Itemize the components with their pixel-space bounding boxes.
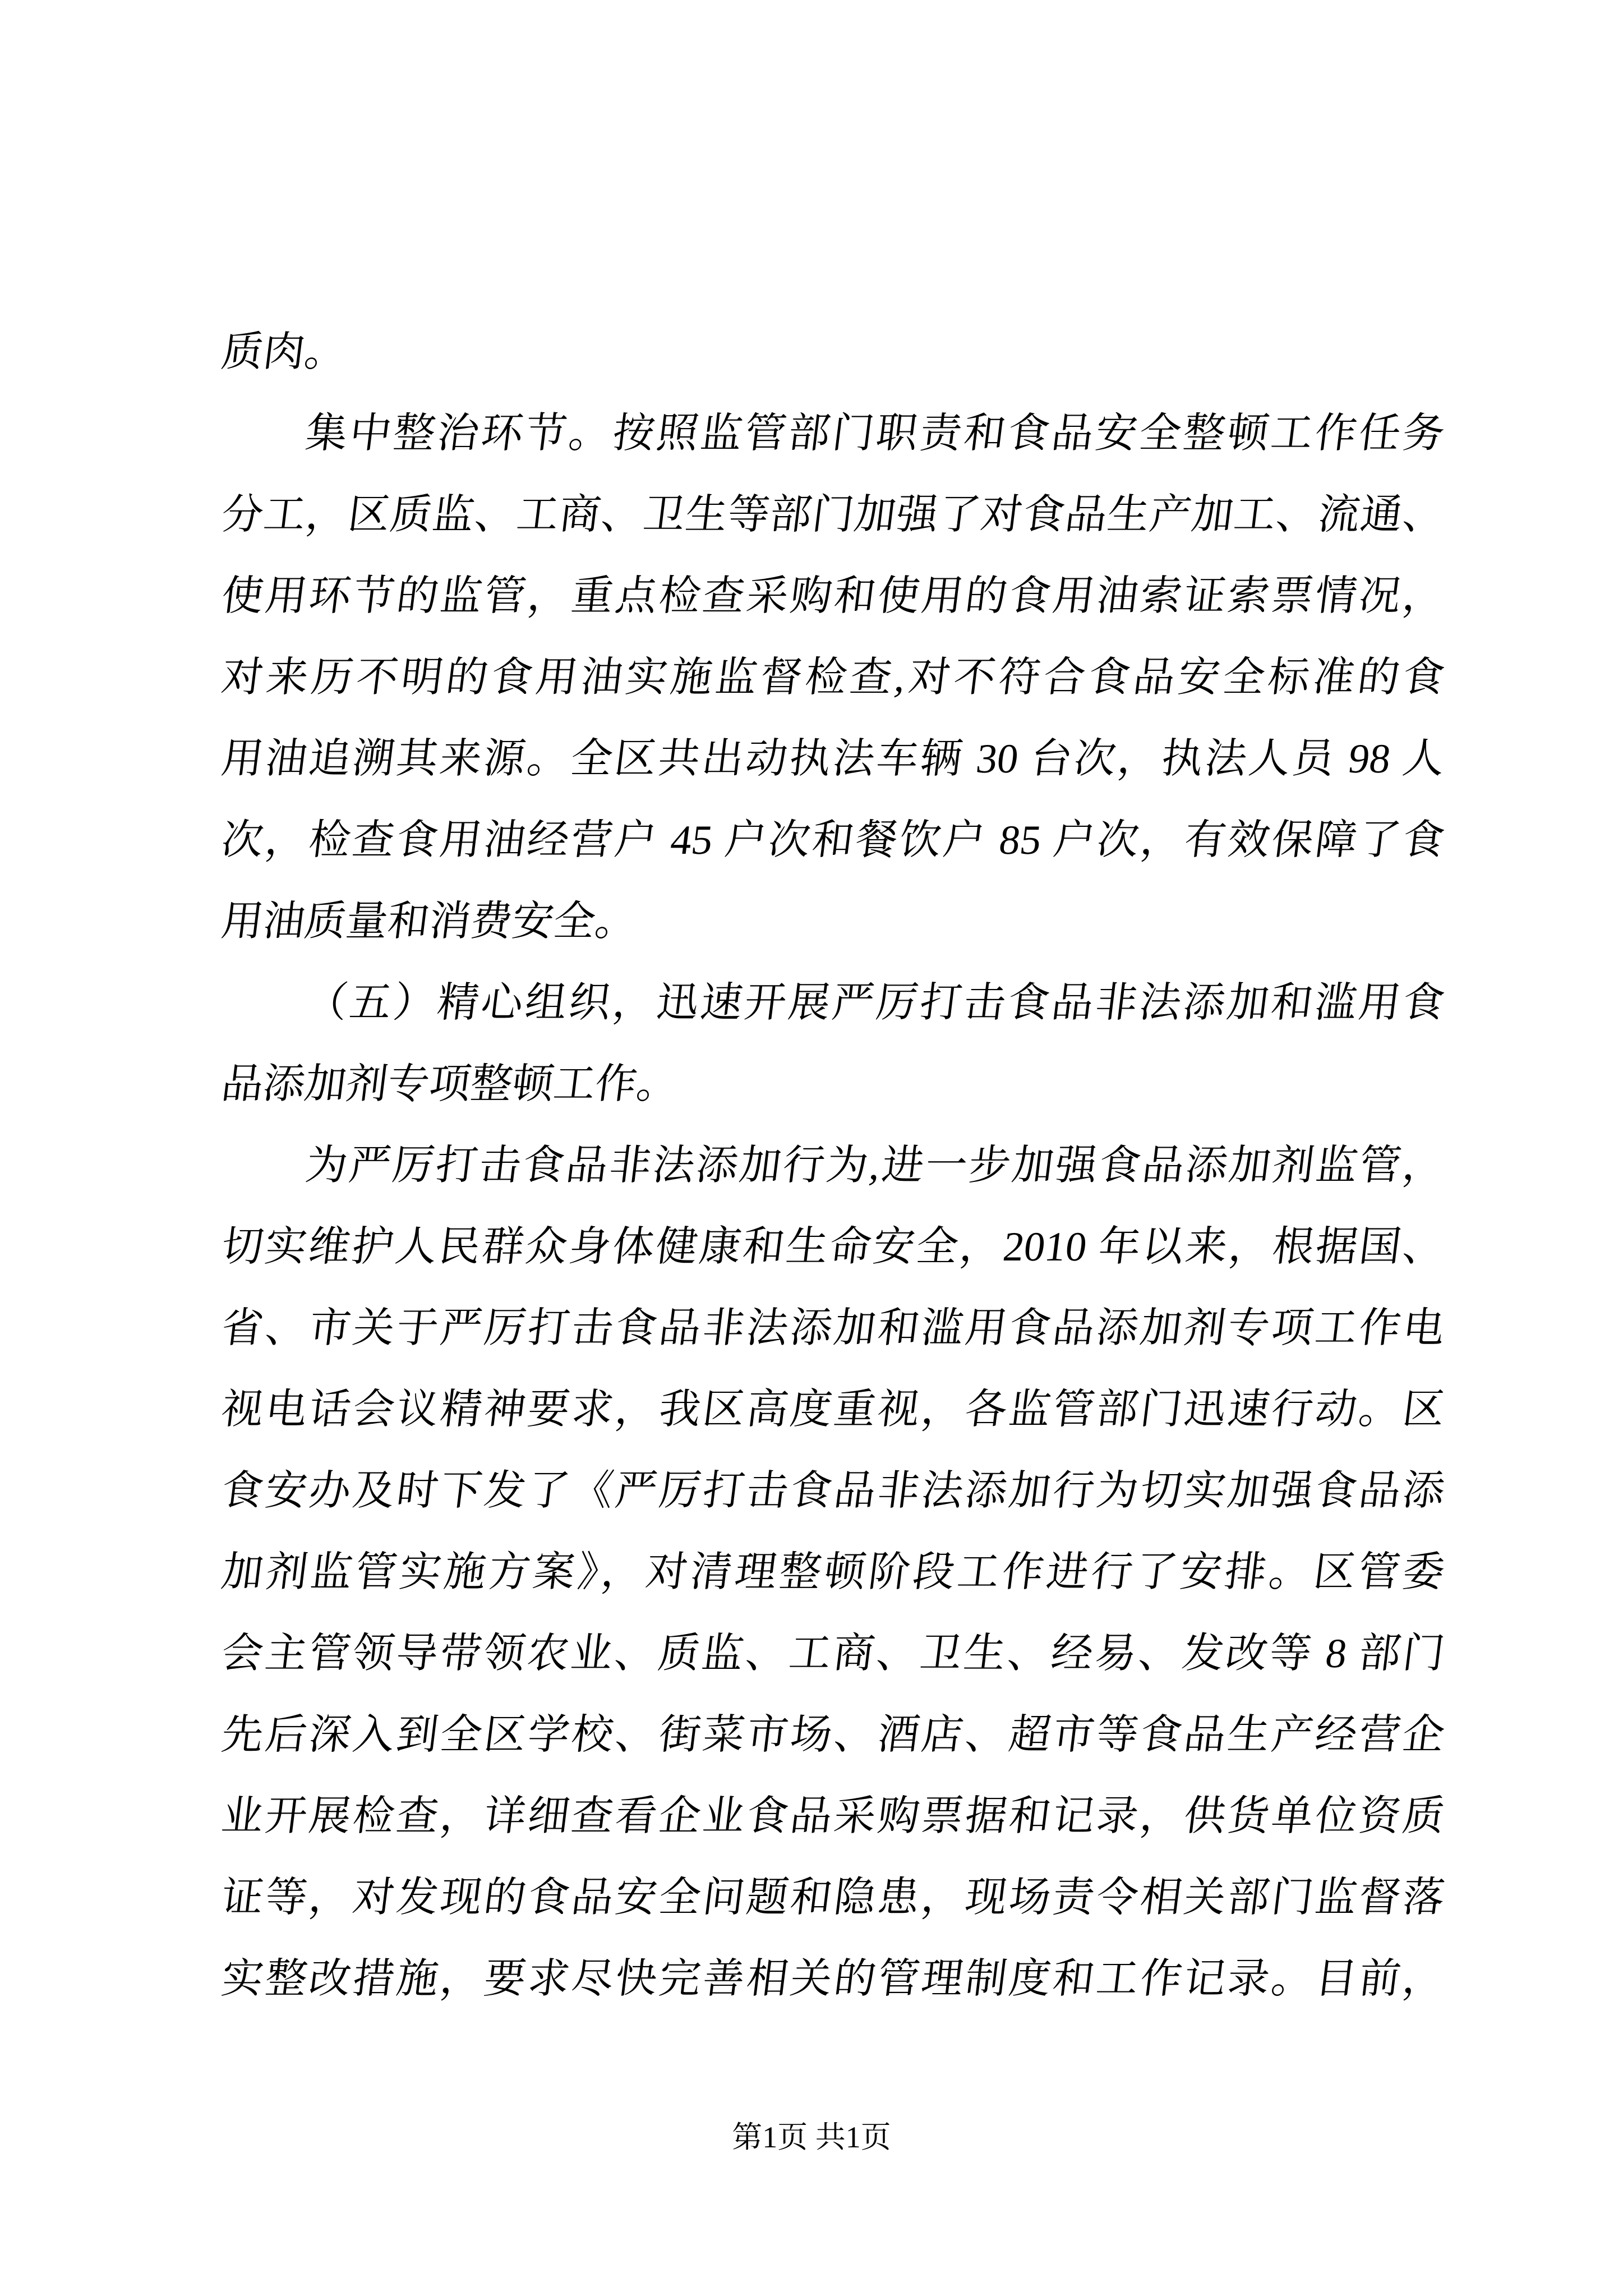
text-line: 切实维护人民群众身体健康和生命安全，2010 年以来，根据国、 — [219, 1224, 1447, 1270]
page-footer — [0, 2119, 1623, 2155]
text-line: 品添加剂专项整顿工作。 — [219, 1061, 681, 1107]
page-number-text: 第1页 共1页 — [732, 2120, 891, 2154]
text-line: 使用环节的监管，重点检查采购和使用的食用油索证索票情况， — [219, 573, 1447, 619]
text-line: 用油质量和消费安全。 — [219, 899, 640, 945]
text-line: 对来历不明的食用油实施监督检查,对不符合食品安全标准的食 — [219, 655, 1447, 701]
text-line: 先后深入到全区学校、街菜市场、酒店、超市等食品生产经营企 — [219, 1712, 1447, 1758]
text-line: （五）精心组织，迅速开展严厉打击食品非法添加和滥用食 — [303, 980, 1447, 1026]
text-line: 业开展检查，详细查看企业食品采购票据和记录，供货单位资质 — [219, 1793, 1447, 1839]
text-line: 省、市关于严厉打击食品非法添加和滥用食品添加剂专项工作电 — [219, 1305, 1447, 1351]
text-line: 次，检查食用油经营户 45 户次和餐饮户 85 户次，有效保障了食 — [219, 817, 1447, 863]
text-line: 证等，对发现的食品安全问题和隐患，现场责令相关部门监督落 — [219, 1875, 1447, 1921]
text-line: 分工，区质监、工商、卫生等部门加强了对食品生产加工、流通、 — [219, 492, 1447, 538]
text-line: 加剂监管实施方案》，对清理整顿阶段工作进行了安排。区管委 — [219, 1549, 1447, 1595]
document-body — [219, 312, 1447, 2020]
text-line: 为严厉打击食品非法添加行为,进一步加强食品添加剂监管， — [303, 1143, 1447, 1189]
text-line: 质肉。 — [219, 329, 349, 375]
text-line: 会主管领导带领农业、质监、工商、卫生、经易、发改等 8 部门 — [219, 1631, 1447, 1677]
text-line: 食安办及时下发了《严厉打击食品非法添加行为切实加强食品添 — [219, 1468, 1447, 1514]
text-line: 用油追溯其来源。全区共出动执法车辆 30 台次，执法人员 98 人 — [219, 736, 1447, 782]
text-line: 视电话会议精神要求，我区高度重视，各监管部门迅速行动。区 — [219, 1387, 1447, 1433]
text-line: 集中整治环节。按照监管部门职责和食品安全整顿工作任务 — [303, 411, 1447, 457]
text-line: 实整改措施，要求尽快完善相关的管理制度和工作记录。目前， — [219, 1956, 1447, 2002]
